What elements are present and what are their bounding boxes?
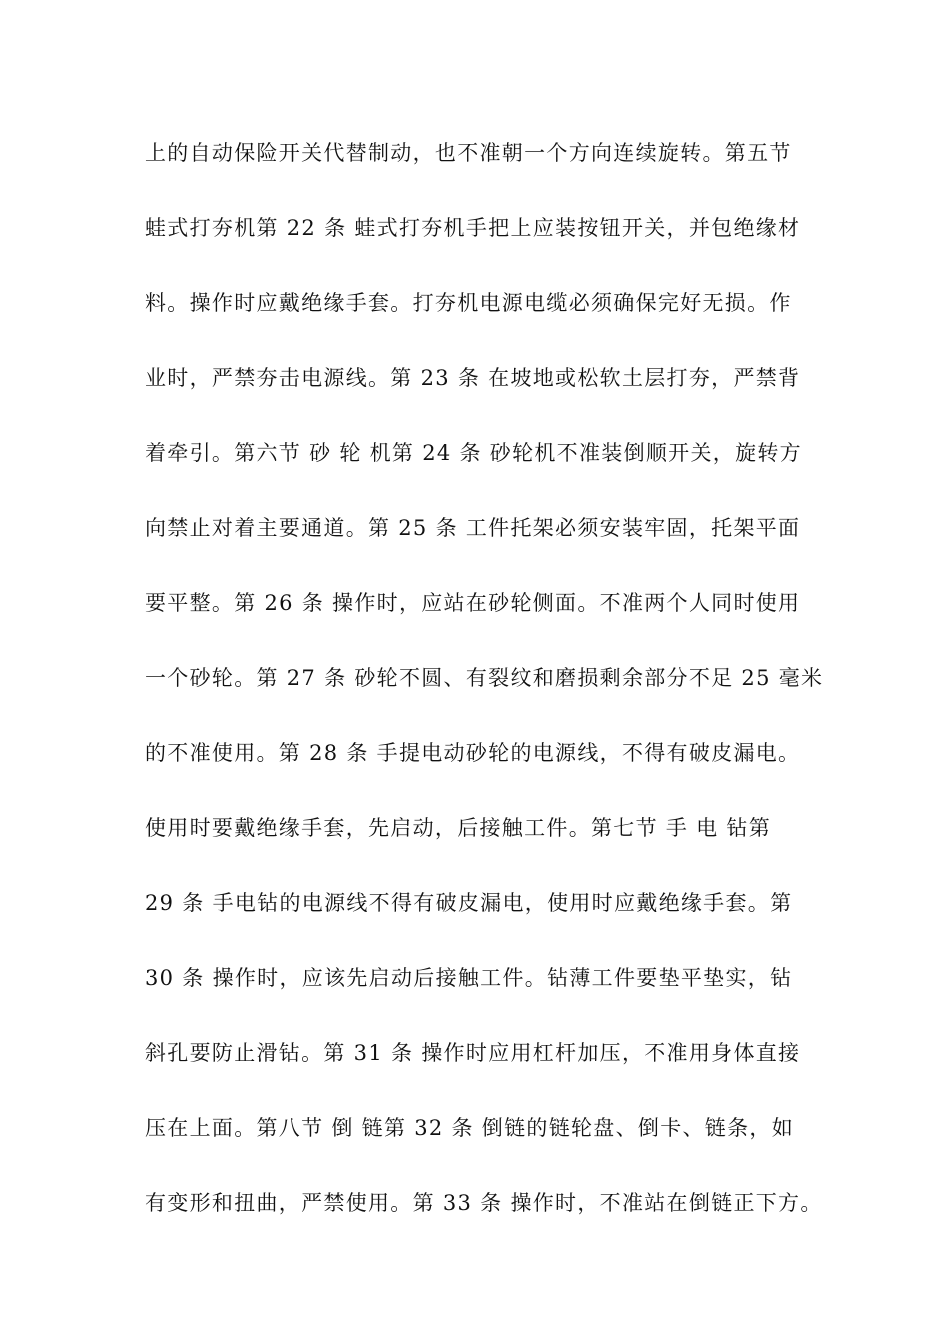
text-line: 上的自动保险开关代替制动，也不准朝一个方向连续旋转。第五节 [145,141,792,165]
text-line: 一个砂轮。第 27 条 砂轮不圆、有裂纹和磨损剩余部分不足 25 毫米 [145,666,824,690]
text-line: 料。操作时应戴绝缘手套。打夯机电源电缆必须确保完好无损。作 [145,291,792,315]
text-line: 向禁止对着主要通道。第 25 条 工件托架必须安装牢固，托架平面 [145,516,801,540]
text-line: 的不准使用。第 28 条 手提电动砂轮的电源线，不得有破皮漏电。 [145,741,801,765]
text-line: 蛙式打夯机第 22 条 蛙式打夯机手把上应装按钮开关，并包绝缘材 [145,216,801,240]
text-line: 业时，严禁夯击电源线。第 23 条 在坡地或松软土层打夯，严禁背 [145,366,801,390]
text-line: 30 条 操作时，应该先启动后接触工件。钻薄工件要垫平垫实，钻 [145,966,793,990]
text-line: 压在上面。第八节 倒 链第 32 条 倒链的链轮盘、倒卡、链条，如 [145,1116,794,1140]
text-line: 29 条 手电钻的电源线不得有破皮漏电，使用时应戴绝缘手套。第 [145,891,793,915]
text-line: 着牵引。第六节 砂 轮 机第 24 条 砂轮机不准装倒顺开关，旋转方 [145,441,802,465]
text-line: 有变形和扭曲，严禁使用。第 33 条 操作时，不准站在倒链正下方。 [145,1191,823,1215]
text-line: 使用时要戴绝缘手套，先启动，后接触工件。第七节 手 电 钻第 [145,816,772,840]
text-line: 斜孔要防止滑钻。第 31 条 操作时应用杠杆加压，不准用身体直接 [145,1041,801,1065]
text-line: 要平整。第 26 条 操作时，应站在砂轮侧面。不准两个人同时使用 [145,591,801,615]
body-text [145,133,845,1258]
